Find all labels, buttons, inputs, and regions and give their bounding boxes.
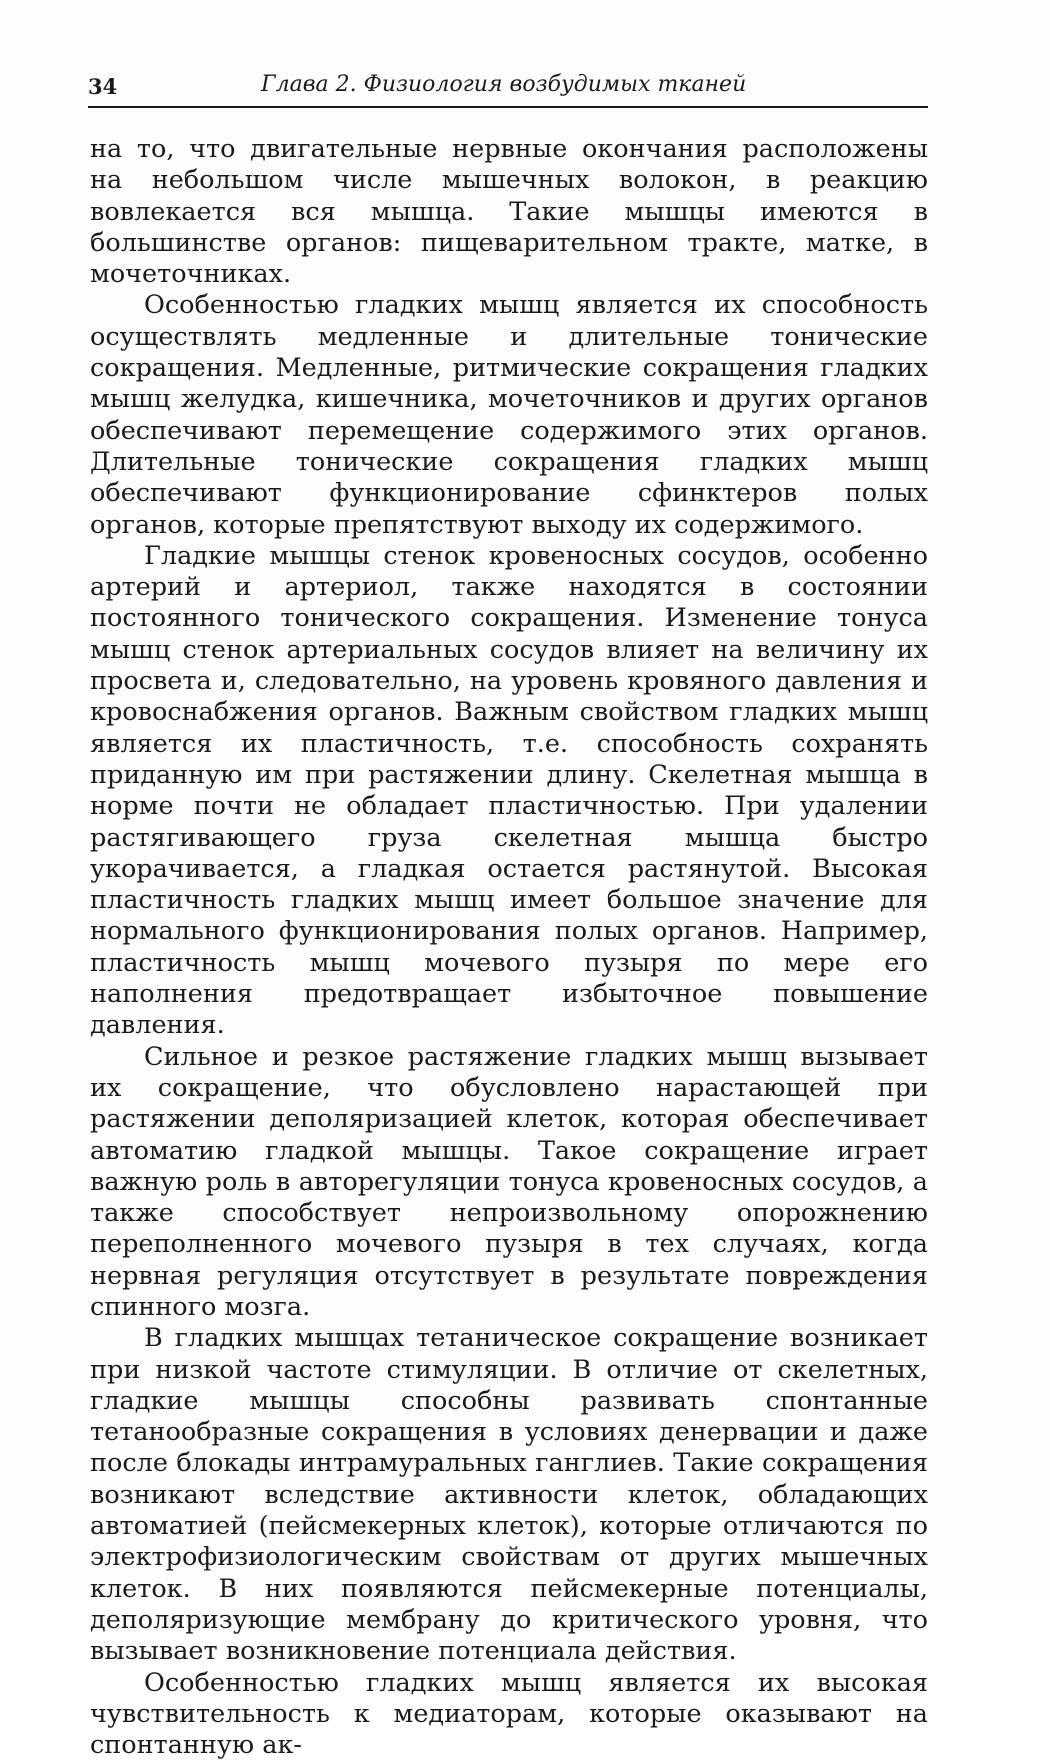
paragraph: Особенностью гладких мышц является их высокая чувствительность к медиаторам, которые оказывают на спонтанную ак- — [90, 1667, 928, 1761]
paragraph: В гладких мышцах тетаническое сокращение возникает при низкой частоте стимуляции. В отличие от скелетных, гладкие мышцы способны развивать спонтанные тетанообразные сокращения в условиях денервации и даже после блокады интрамуральных ганглиев. Такие сокращения возникают вследствие активности клеток, обладающих автоматией (пейсмекерных клеток), которые отличаются по электрофизиологическим свойствам от других мышечных клеток. В них появляются пейсмекерные потенциалы, деполяризующие мембрану до критического уровня, что вызывает возникновение потенциала действия. — [90, 1323, 928, 1667]
page-header — [88, 72, 928, 108]
running-head: Глава 2. Физиология возбудимых тканей — [261, 72, 747, 97]
body-text — [90, 134, 928, 1761]
paragraph: Особенностью гладких мышц является их способность осуществлять медленные и длительные тонические сокращения. Медленные, ритмические сокращения гладких мышц желудка, кишечника, мочеточников и других органов обеспечивают перемещение содержимого этих органов. Длительные тонические сокращения гладких мышц обеспечивают функционирование сфинктеров полых органов, которые препятствуют выходу их содержимого. — [90, 290, 928, 540]
paragraph: Гладкие мышцы стенок кровеносных сосудов, особенно артерий и артериол, также находятся в состоянии постоянного тонического сокращения. Изменение тонуса мышц стенок артериальных сосудов влияет на величину их просвета и, следовательно, на уровень кровяного давления и кровоснабжения органов. Важным свойством гладких мышц является их пластичность, т.е. способность сохранять приданную им при растяжении длину. Скелетная мышца в норме почти не обладает пластичностью. При удалении растягивающего груза скелетная мышца быстро укорачивается, а гладкая остается растянутой. Высокая пластичность гладких мышц имеет большое значение для нормального функционирования полых органов. Например, пластичность мышц мочевого пузыря по мере его наполнения предотвращает избыточное повышение давления. — [90, 540, 928, 1041]
paragraph: Сильное и резкое растяжение гладких мышц вызывает их сокращение, что обусловлено нарастающей при растяжении деполяризацией клеток, которая обеспечивает автоматию гладкой мышцы. Такое сокращение играет важную роль в авторегуляции тонуса кровеносных сосудов, а также способствует непроизвольному опорожнению переполненного мочевого пузыря в тех случаях, когда нервная регуляция отсутствует в результате повреждения спинного мозга. — [90, 1041, 928, 1322]
paragraph-continued: на то, что двигательные нервные окончания расположены на небольшом числе мышечных волокон, в реакцию вовлекается вся мышца. Такие мышцы имеются в большинстве органов: пищеварительном тракте, матке, в мочеточниках. — [90, 134, 928, 290]
page-number: 34 — [88, 74, 118, 99]
